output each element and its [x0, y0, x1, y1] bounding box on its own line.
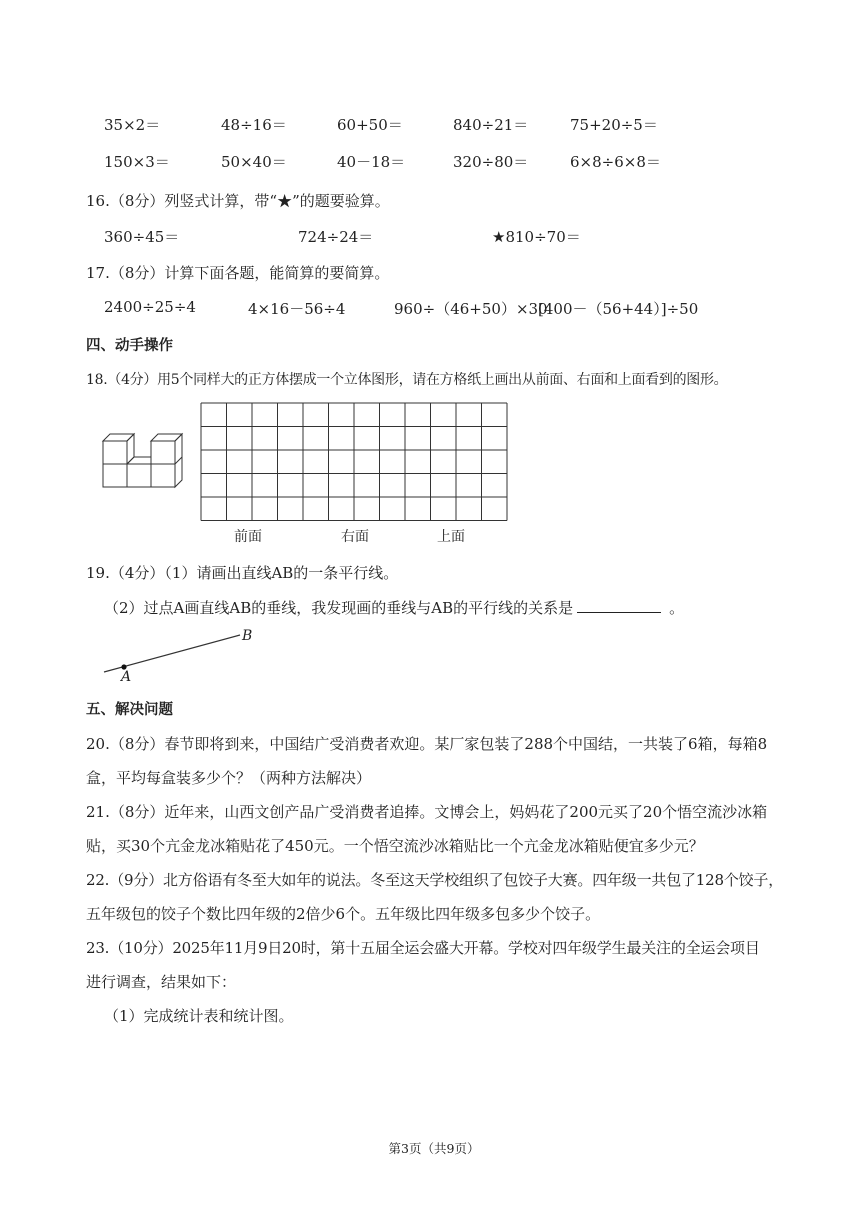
answer-blank[interactable]: [577, 611, 661, 613]
question-16-title: 16.（8分）列竖式计算，带“★”的题要验算。: [86, 192, 390, 210]
question-23-part1: （1）完成统计表和统计图。: [104, 1007, 294, 1025]
question-17-title: 17.（8分）计算下面各题，能简算的要简算。: [86, 264, 390, 282]
section-heading: 五、解决问题: [86, 702, 173, 718]
calc-item: 48÷16＝: [221, 116, 287, 134]
calc-item: 320÷80＝: [453, 153, 529, 171]
point-a-label: A: [121, 669, 132, 682]
calc-item: 60+50＝: [337, 116, 403, 134]
question-21-line1: 21.（8分）近年来，山西文创产品广受消费者追捧。文博会上，妈妈花了200元买了20个悟空流沙冰箱: [86, 803, 768, 821]
line-ab-figure: [100, 626, 260, 682]
q17-item: 2400÷25÷4: [104, 298, 196, 316]
question-22-line1: 22.（9分）北方俗语有冬至大如年的说法。冬至这天学校组织了包饺子大赛。四年级一共包了128个饺子，: [86, 871, 784, 889]
q16-item: ★810÷70＝: [492, 228, 581, 246]
page-footer: 第3页（共9页）: [388, 1141, 480, 1156]
q17-item: [400－（56+44）]÷50: [538, 300, 699, 318]
calc-item: 840÷21＝: [453, 116, 529, 134]
grid-paper[interactable]: [200, 402, 510, 524]
question-23-line1: 23.（10分）2025年11月9日20时，第十五届全运会盛大开幕。学校对四年级学生最关注的全运会项目: [86, 939, 760, 957]
calc-item: 50×40＝: [221, 153, 287, 171]
question-20-line2: 盒，平均每盒装多少个？（两种方法解决）: [86, 769, 372, 787]
calc-item: 75+20÷5＝: [570, 116, 658, 134]
question-18-title: 18.（4分）用5个同样大的正方体摆成一个立体图形，请在方格纸上画出从前面、右面和上面看到的图形。: [86, 372, 728, 388]
question-23-line2: 进行调查，结果如下：: [86, 973, 237, 991]
q19-part2-text: （2）过点A画直线AB的垂线，我发现画的垂线与AB的平行线的关系是: [104, 599, 574, 617]
calc-item: 6×8÷6×8＝: [570, 153, 661, 171]
q19-period: 。: [669, 599, 685, 617]
question-19-title: 19.（4分）（1）请画出直线AB的一条平行线。: [86, 564, 399, 582]
grid-label-front: 前面: [234, 529, 262, 545]
calc-item: 35×2＝: [104, 116, 161, 134]
question-22-line2: 五年级包的饺子个数比四年级的2倍少6个。五年级比四年级多包多少个饺子。: [86, 905, 601, 923]
calc-item: 150×3＝: [104, 153, 170, 171]
q17-item: 960÷（46+50）×30: [394, 300, 548, 318]
question-19-part2: [104, 597, 684, 618]
grid-label-right: 右面: [341, 529, 369, 545]
calc-item: 40－18＝: [337, 153, 406, 171]
point-b-label: B: [242, 628, 253, 644]
question-21-line2: 贴，买30个亢金龙冰箱贴花了450元。一个悟空流沙冰箱贴比一个亢金龙冰箱贴便宜多少元？: [86, 837, 704, 855]
q17-item: 4×16－56÷4: [248, 300, 346, 318]
cube-figure: [100, 426, 186, 492]
q16-item: 724÷24＝: [298, 228, 374, 246]
section-heading: 四、动手操作: [86, 338, 173, 354]
grid-label-top: 上面: [437, 529, 465, 545]
q16-item: 360÷45＝: [104, 228, 180, 246]
question-20-line1: 20.（8分）春节即将到来，中国结广受消费者欢迎。某厂家包装了288个中国结，一共装了6箱，每箱8: [86, 735, 768, 753]
